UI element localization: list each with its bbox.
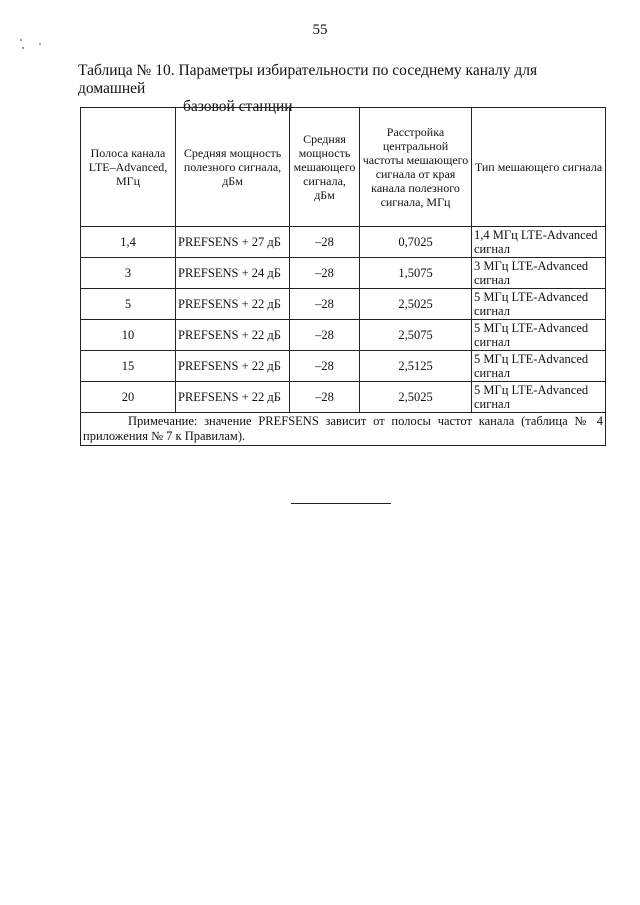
cell-offset: 0,7025 [360,227,472,258]
cell-interferer-type: 5 МГц LTE-Advanced сигнал [472,289,606,320]
caption-line-1: Таблица № 10. Параметры избирательности по соседнему каналу для домашней [78,62,538,97]
cell-interferer-type: 5 МГц LTE-Advanced сигнал [472,320,606,351]
cell-interferer-power: –28 [290,320,360,351]
cell-bandwidth: 5 [81,289,176,320]
cell-bandwidth: 1,4 [81,227,176,258]
header-offset: Расстройка центральной частоты мешающего сигнала от края канала полезного сигнала, МГц [360,108,472,227]
table-row [81,227,606,258]
cell-interferer-power: –28 [290,382,360,413]
table-row [81,258,606,289]
cell-offset: 1,5075 [360,258,472,289]
cell-wanted-power: PREFSENS + 24 дБ [176,258,290,289]
table-row [81,351,606,382]
cell-bandwidth: 15 [81,351,176,382]
table-header-row [81,108,606,227]
cell-bandwidth: 10 [81,320,176,351]
note-text: Примечание: значение PREFSENS зависит от полосы частот канала (таблица № 4 приложения № 7 к Правилам). [83,414,603,443]
table-row [81,382,606,413]
cell-interferer-type: 5 МГц LTE-Advanced сигнал [472,351,606,382]
header-bandwidth: Полоса канала LTE–Advanced, МГц [81,108,176,227]
cell-offset: 2,5125 [360,351,472,382]
cell-interferer-type: 3 МГц LTE-Advanced сигнал [472,258,606,289]
cell-wanted-power: PREFSENS + 22 дБ [176,320,290,351]
cell-wanted-power: PREFSENS + 27 дБ [176,227,290,258]
table-note [81,413,606,446]
cell-offset: 2,5025 [360,382,472,413]
cell-interferer-power: –28 [290,289,360,320]
cell-offset: 2,5075 [360,320,472,351]
cell-offset: 2,5025 [360,289,472,320]
table-row [81,320,606,351]
cell-interferer-power: –28 [290,227,360,258]
selectivity-table [80,107,606,446]
header-interferer-power: Средняя мощность мешающего сигнала, дБм [290,108,360,227]
cell-interferer-power: –28 [290,351,360,382]
caption-line-2: базовой станции [183,98,293,115]
cell-wanted-power: PREFSENS + 22 дБ [176,289,290,320]
closing-rule [291,503,391,504]
table-note-row [81,413,606,446]
header-interferer-type: Тип мешающего сигнала [472,108,606,227]
cell-bandwidth: 3 [81,258,176,289]
page-number: 55 [312,22,328,38]
scan-specks [17,34,47,54]
cell-interferer-power: –28 [290,258,360,289]
table-row [81,289,606,320]
cell-interferer-type: 5 МГц LTE-Advanced сигнал [472,382,606,413]
cell-interferer-type: 1,4 МГц LTE-Advanced сигнал [472,227,606,258]
header-wanted-power: Средняя мощность полезного сигнала, дБм [176,108,290,227]
cell-wanted-power: PREFSENS + 22 дБ [176,351,290,382]
cell-bandwidth: 20 [81,382,176,413]
cell-wanted-power: PREFSENS + 22 дБ [176,382,290,413]
